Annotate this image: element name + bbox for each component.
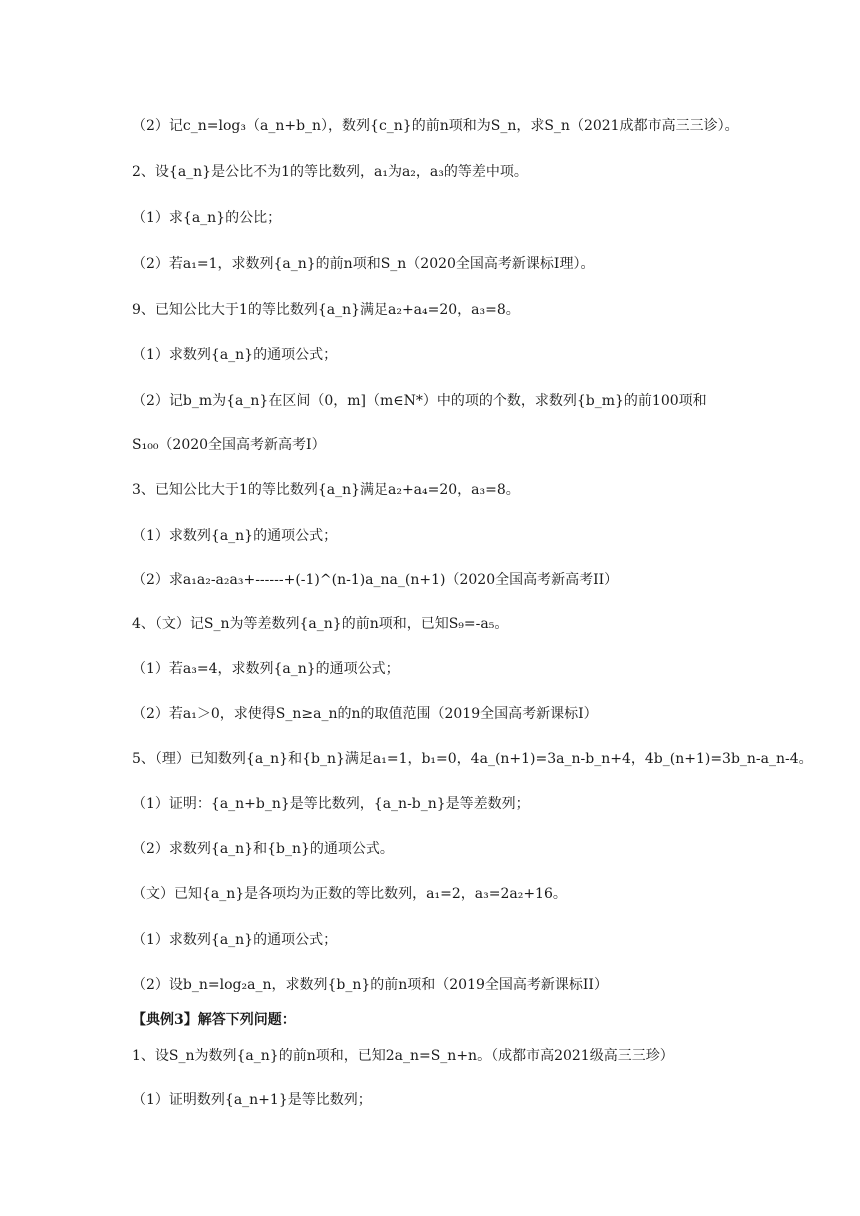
text-line-4: （2）若a₁=1，求数列{a_n}的前n项和S_n（2020全国高考新课标I理）。 (132, 256, 595, 272)
section-heading: 【典例3】解答下列问题： (132, 1012, 296, 1028)
text-line-13: （1）若a₃=4，求数列{a_n}的通项公式； (132, 661, 400, 677)
text-line-14: （2）若a₁＞0，求使得S_n≥a_n的n的取值范围（2019全国高考新课标Ⅰ） (132, 706, 598, 722)
text-line-3: （1）求{a_n}的公比； (132, 210, 282, 226)
text-line-9: 3、已知公比大于1的等比数列{a_n}满足a₂+a₄=20，a₃=8。 (132, 482, 520, 498)
text-line-12: 4、（文）记S_n为等差数列{a_n}的前n项和，已知S₉=-a₅。 (132, 616, 509, 632)
text-line-7: （2）记b_m为{a_n}在区间（0，m]（m∈N*）中的项的个数，求数列{b_m}的前100项和 (132, 393, 707, 409)
text-line-19: （1）求数列{a_n}的通项公式； (132, 932, 338, 948)
text-line-22: 1、设S_n为数列{a_n}的前n项和，已知2a_n=S_n+n。（成都市高2021级高三三珍） (132, 1048, 674, 1064)
text-line-20: （2）设b_n=log₂a_n，求数列{b_n}的前n项和（2019全国高考新课标II） (132, 977, 608, 993)
text-line-11: （2）求a₁a₂-a₂a₃+------+(-1)^(n-1)a_na_(n+1)（2020全国高考新高考II） (132, 572, 619, 588)
text-line-15: 5、（理）已知数列{a_n}和{b_n}满足a₁=1，b₁=0，4a_(n+1)=3a_n-b_n+4，4b_(n+1)=3b_n-a_n-4。 (132, 751, 813, 767)
text-line-17: （2）求数列{a_n}和{b_n}的通项公式。 (132, 841, 394, 857)
text-line-2: 2、设{a_n}是公比不为1的等比数列，a₁为a₂，a₃的等差中项。 (132, 164, 528, 180)
text-line-10: （1）求数列{a_n}的通项公式； (132, 528, 338, 544)
text-line-18: （文）已知{a_n}是各项均为正数的等比数列，a₁=2，a₃=2a₂+16。 (132, 886, 567, 902)
text-line-6: （1）求数列{a_n}的通项公式； (132, 347, 338, 363)
text-line-16: （1）证明：{a_n+b_n}是等比数列，{a_n-b_n}是等差数列； (132, 796, 530, 812)
text-line-1: （2）记c_n=log₃（a_n+b_n），数列{c_n}的前n项和为S_n，求S_n（2021成都市高三三诊）。 (132, 118, 739, 134)
text-line-8: S₁₀₀（2020全国高考新高考I） (132, 437, 326, 453)
text-line-23: （1）证明数列{a_n+1}是等比数列； (132, 1092, 372, 1108)
text-line-5: 9、已知公比大于1的等比数列{a_n}满足a₂+a₄=20，a₃=8。 (132, 302, 520, 318)
